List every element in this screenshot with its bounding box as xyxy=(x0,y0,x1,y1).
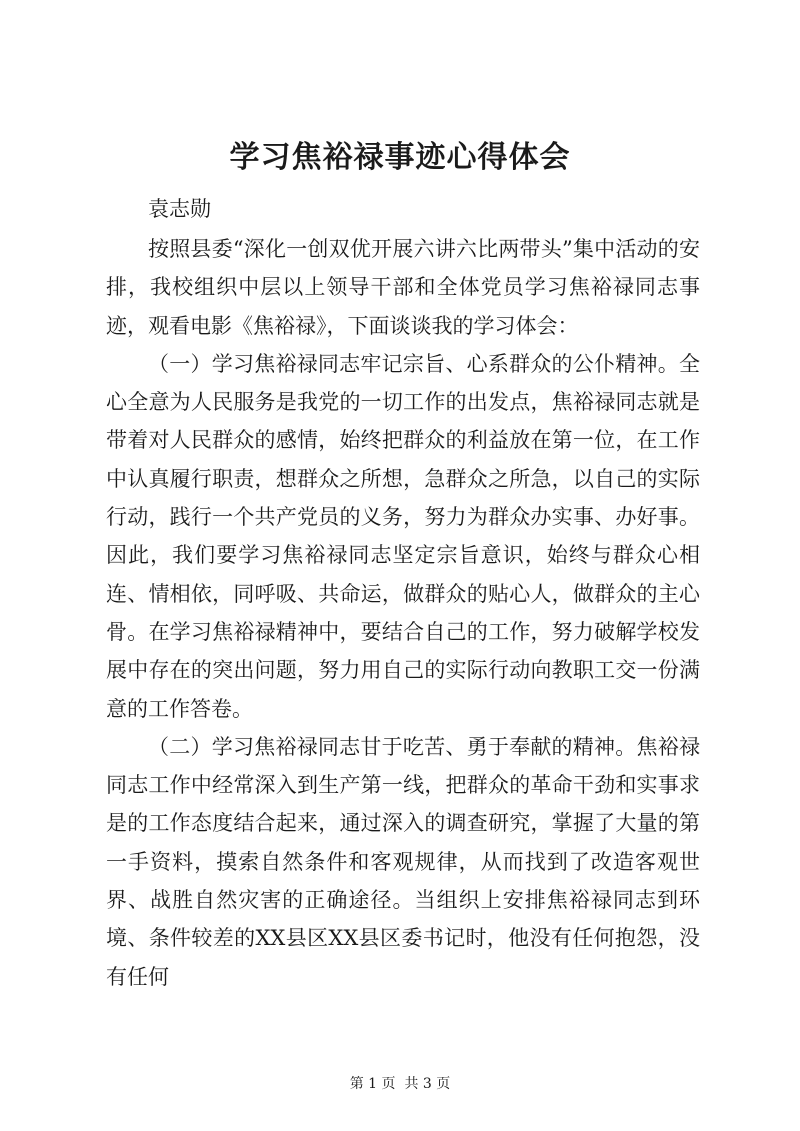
page-number-footer: 第 1 页 共 3 页 xyxy=(349,1076,451,1092)
paragraph-section-1: （一）学习焦裕禄同志牢记宗旨、心系群众的公仆精神。全心全意为人民服务是我党的一切工作的出发点，焦裕禄同志就是带着对人民群众的感情，始终把群众的利益放在第一位，在工作中认真履行职责，想群众之所想，急群众之所急，以自己的实际行动，践行一个共产党员的义务，努力为群众办实事、办好事。因此，我们要学习焦裕禄同志坚定宗旨意识，始终与群众心相连、情相依，同呼吸、共命运，做群众的贴心人，做群众的主心骨。在学习焦裕禄精神中，要结合自己的工作，努力破解学校发展中存在的突出问题，努力用自己的实际行动向教职工交一份满意的工作答卷。 xyxy=(106,351,700,721)
document-body xyxy=(106,230,700,996)
paragraph-intro: 按照县委“深化一创双优开展六讲六比两带头”集中活动的安排，我校组织中层以上领导干部和全体党员学习焦裕禄同志事迹，观看电影《焦裕禄》，下面谈谈我的学习体会： xyxy=(106,237,700,338)
document-title: 学习焦裕禄事迹心得体会 xyxy=(229,140,571,175)
author-name: 袁志勋 xyxy=(148,197,211,221)
paragraph-section-2: （二）学习焦裕禄同志甘于吃苦、勇于奉献的精神。焦裕禄同志工作中经常深入到生产第一线，把群众的革命干劲和实事求是的工作态度结合起来，通过深入的调查研究，掌握了大量的第一手资料，摸索自然条件和客观规律，从而找到了改造客观世界、战胜自然灾害的正确途径。当组织上安排焦裕禄同志到环境、条件较差的XX县区XX县区委书记时，他没有任何抱怨，没有任何 xyxy=(106,734,700,989)
